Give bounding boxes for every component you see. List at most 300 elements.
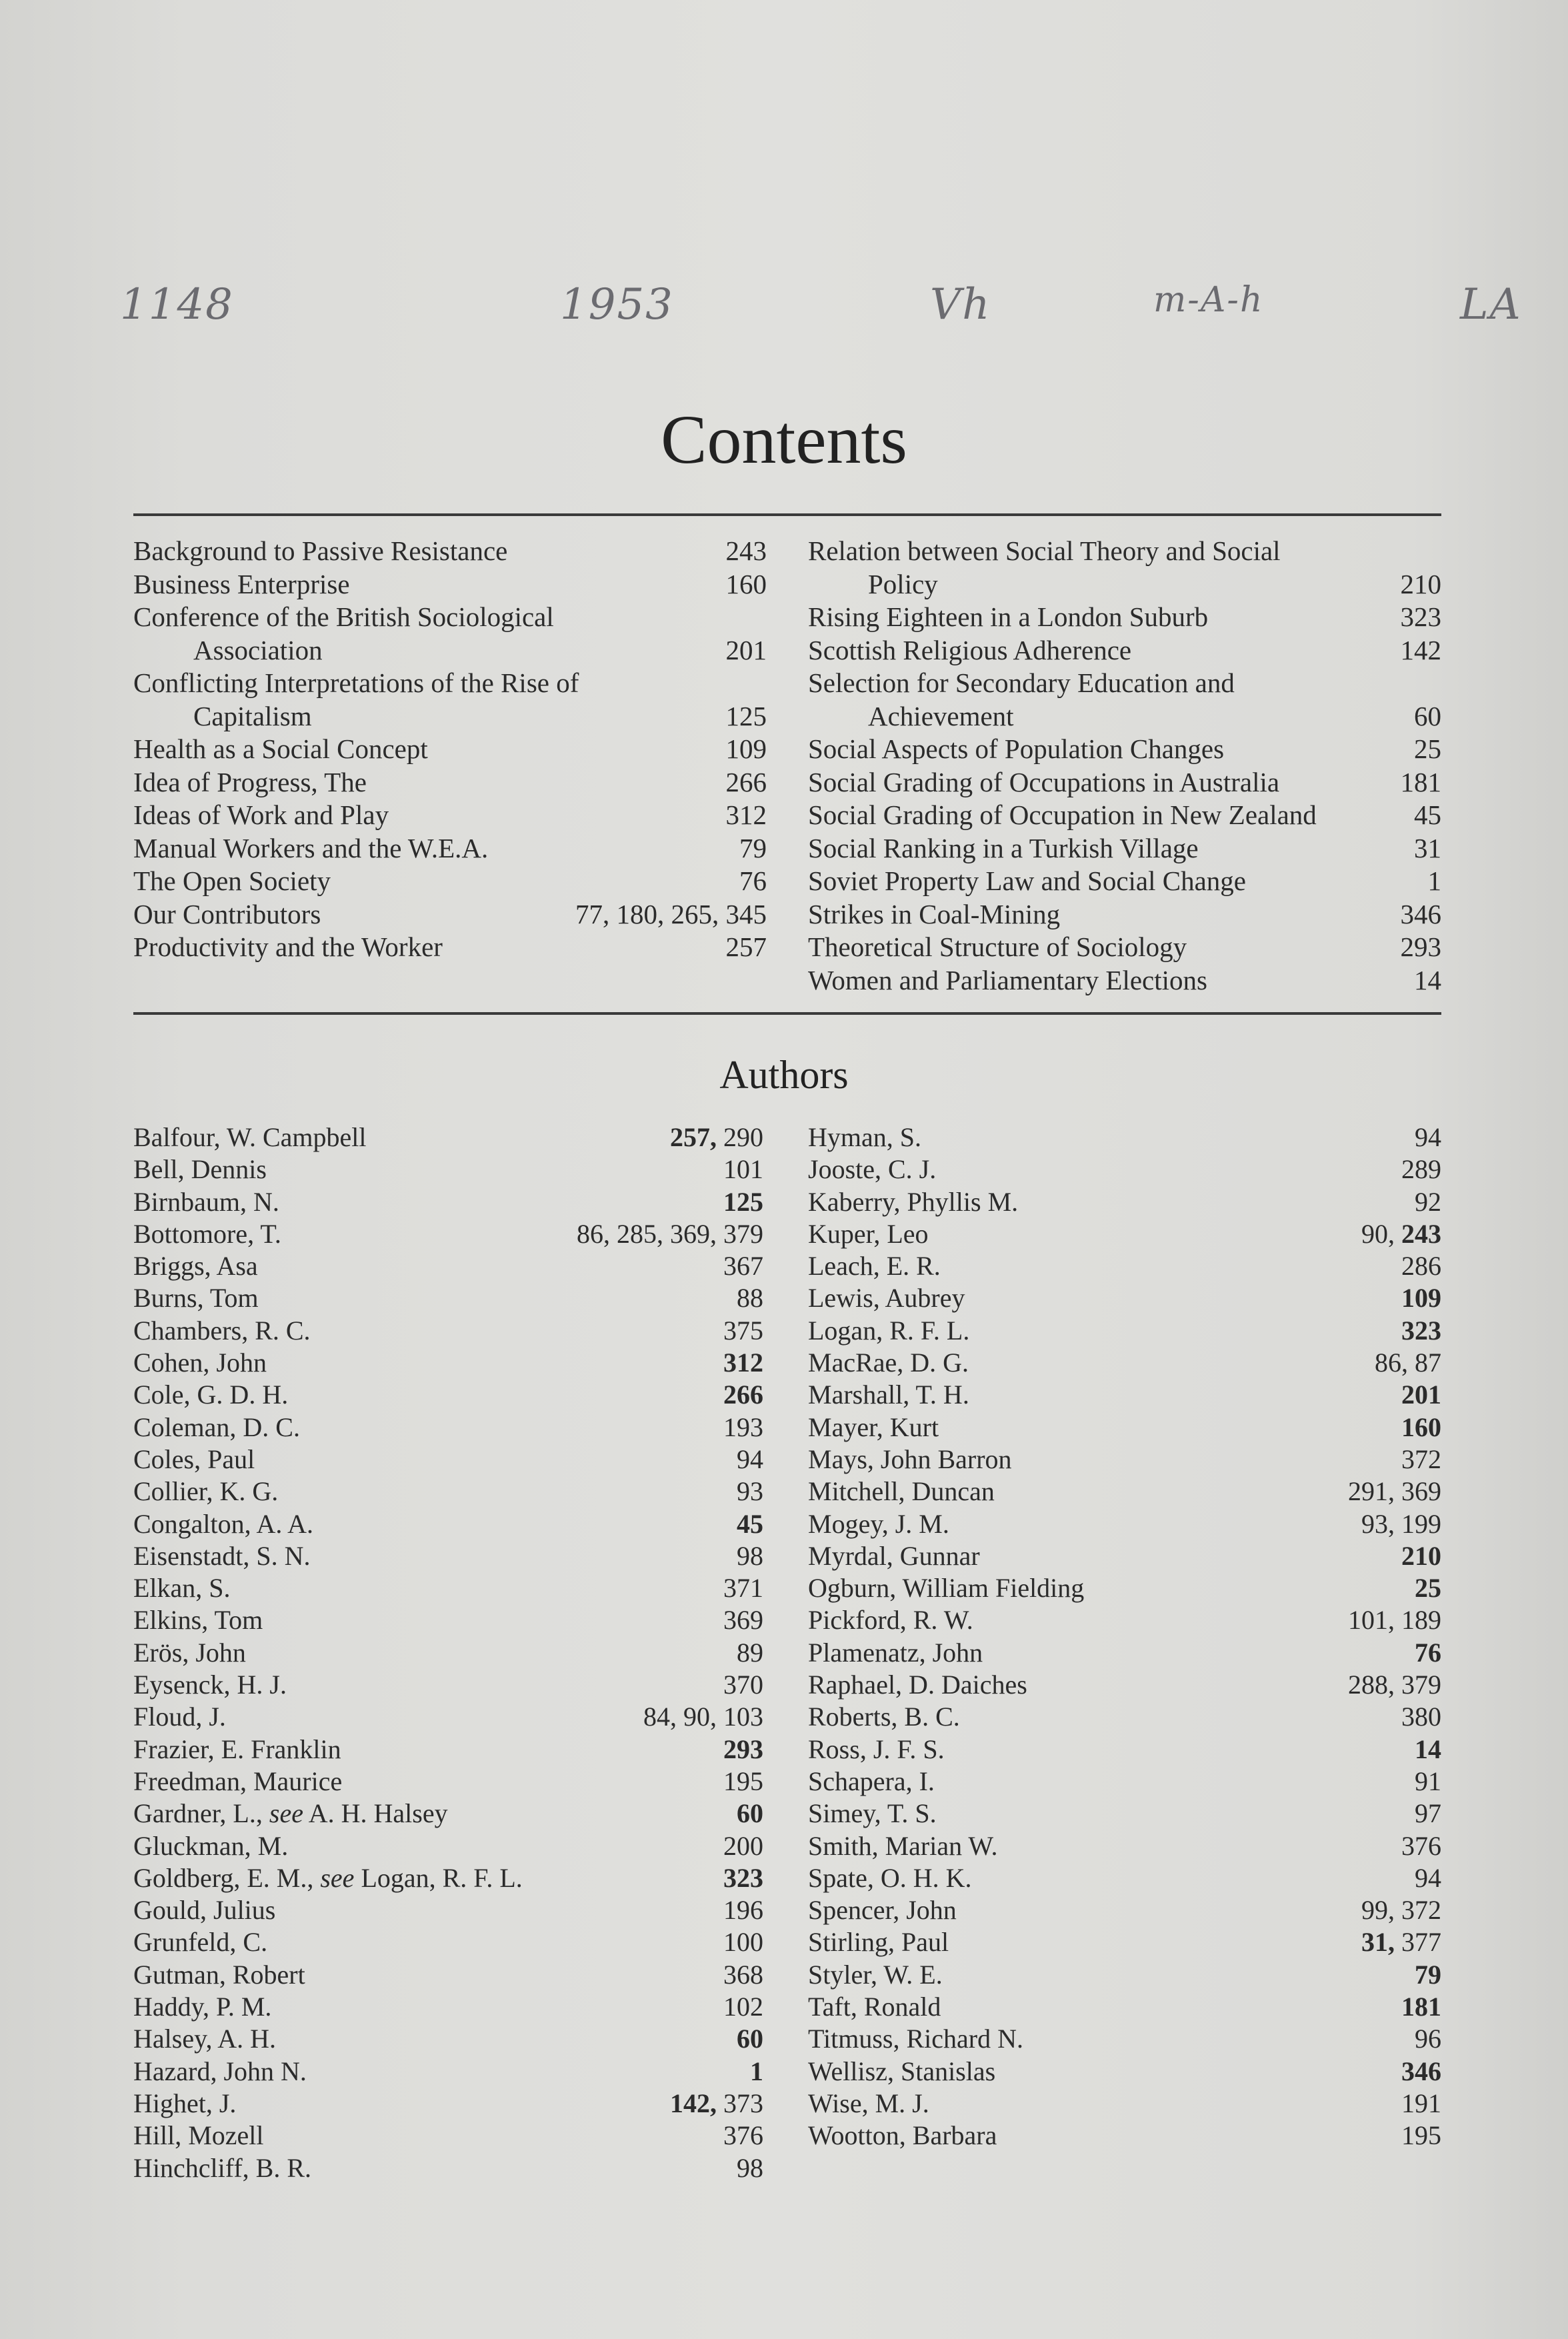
- author-pages: [1401, 1991, 1441, 2023]
- contents-entry: [133, 865, 767, 898]
- contents-entry: [808, 733, 1441, 766]
- author-pages: 375: [723, 1315, 763, 1346]
- author-pages: [1415, 1637, 1441, 1669]
- author-entry: [133, 1508, 763, 1540]
- author-pages: [737, 1798, 763, 1830]
- author-entry: [133, 1186, 763, 1218]
- contents-entry: [808, 766, 1441, 799]
- author-pages: 191: [1401, 2088, 1441, 2118]
- author-pages: 380: [1401, 1702, 1441, 1732]
- author-pages-main: 45: [737, 1508, 763, 1539]
- author-name: Hyman, S.: [808, 1122, 921, 1152]
- author-pages: [723, 1379, 763, 1411]
- contents-entry-title: Productivity and the Worker: [133, 931, 443, 962]
- author-pages-main: 323: [1401, 1315, 1441, 1346]
- contents-entry-title: Ideas of Work and Play: [133, 799, 389, 830]
- author-entry: [808, 1250, 1441, 1282]
- author-entry: [808, 1862, 1441, 1894]
- author-pages: 98: [737, 1540, 763, 1571]
- contents-entry-pages: 257: [725, 931, 767, 962]
- author-pages: 257, 290: [670, 1122, 763, 1152]
- author-pages-main: 31,: [1361, 1927, 1395, 1958]
- author-entry: [133, 1572, 763, 1604]
- author-pages-main: 346: [1401, 2056, 1441, 2086]
- author-entry: [808, 1153, 1441, 1186]
- author-name: Elkan, S.: [133, 1573, 231, 1604]
- author-name: Styler, W. E.: [808, 1959, 943, 1990]
- contents-entry: [133, 568, 767, 601]
- author-entry: [133, 1734, 763, 1766]
- author-pages-main: 60: [737, 1798, 763, 1829]
- author-entry: [808, 1572, 1441, 1604]
- contents-entry-pages: 201: [725, 634, 767, 665]
- author-name: Pickford, R. W.: [808, 1605, 973, 1636]
- author-pages: 98: [737, 2152, 763, 2183]
- author-entry: [133, 1476, 763, 1508]
- author-pages: [1401, 1379, 1441, 1411]
- author-name: Stirling, Paul: [808, 1927, 949, 1958]
- contents-entry-pages: 210: [1400, 568, 1441, 599]
- contents-entry-title: Women and Parliamentary Elections: [808, 964, 1207, 995]
- contents-entry: [808, 535, 1441, 601]
- author-entry: [133, 1766, 763, 1798]
- contents-entry-title-continued: Policy: [868, 568, 938, 599]
- author-pages: 99, 372: [1361, 1895, 1441, 1926]
- author-name: Ross, J. F. S.: [808, 1734, 945, 1764]
- author-name: Coleman, D. C.: [133, 1412, 300, 1442]
- contents-entry-title-continued: Achievement: [868, 700, 1014, 731]
- author-name: Mays, John Barron: [808, 1444, 1012, 1474]
- author-pages: 376: [1401, 1830, 1441, 1861]
- author-name: Chambers, R. C.: [133, 1315, 311, 1346]
- author-name: Elkins, Tom: [133, 1605, 263, 1636]
- author-pages: 376: [723, 2120, 763, 2151]
- author-pages: [723, 1186, 763, 1218]
- author-name: Plamenatz, John: [808, 1637, 983, 1668]
- author-entry: [133, 1798, 763, 1830]
- author-entry: [133, 1637, 763, 1669]
- author-pages-main: 109: [1401, 1283, 1441, 1314]
- author-pages: 96: [1415, 2024, 1441, 2054]
- authors-right-column: [808, 1121, 1441, 2152]
- author-pages: 89: [737, 1637, 763, 1668]
- author-entry: [808, 1379, 1441, 1411]
- author-name: Spate, O. H. K.: [808, 1862, 972, 1893]
- author-name: Floud, J.: [133, 1702, 226, 1732]
- contents-left-column: [133, 535, 767, 964]
- contents-entry-title-continued: Association: [193, 634, 323, 665]
- author-name: Spencer, John: [808, 1895, 957, 1926]
- contents-entry: [133, 667, 767, 733]
- author-entry: [808, 2023, 1441, 2055]
- author-name: Gluckman, M.: [133, 1830, 289, 1861]
- contents-entry-pages: 323: [1400, 601, 1441, 632]
- author-entry: [133, 1218, 763, 1250]
- contents-entry-pages: 243: [725, 535, 767, 566]
- contents-entry: [133, 832, 767, 865]
- author-entry: [133, 1862, 763, 1894]
- author-entry: [133, 1315, 763, 1347]
- contents-entry-title-continued: Capitalism: [193, 700, 312, 731]
- contents-entry-pages: 31: [1414, 832, 1441, 863]
- author-name: Birnbaum, N.: [133, 1186, 279, 1217]
- contents-entry: [808, 634, 1441, 667]
- author-name: Kaberry, Phyllis M.: [808, 1186, 1019, 1217]
- handwritten-note: LA: [1460, 280, 1522, 329]
- author-name: Schapera, I.: [808, 1766, 935, 1796]
- author-pages: 94: [1415, 1862, 1441, 1893]
- author-name: Coles, Paul: [133, 1444, 255, 1474]
- author-pages: 86, 87: [1375, 1348, 1441, 1378]
- contents-entry-pages: 266: [725, 766, 767, 797]
- author-name: Marshall, T. H.: [808, 1380, 969, 1410]
- author-name: Erös, John: [133, 1637, 246, 1668]
- author-entry: [808, 1444, 1441, 1476]
- author-entry: [133, 2023, 763, 2055]
- author-entry: [133, 1540, 763, 1572]
- author-pages: 142, 373: [670, 2088, 763, 2118]
- author-pages-main: 266: [723, 1380, 763, 1410]
- author-entry: [133, 1444, 763, 1476]
- handwritten-annotations: [0, 280, 1568, 360]
- author-pages-main: 257,: [670, 1122, 717, 1152]
- contents-entry: [808, 832, 1441, 865]
- author-entry: [808, 1766, 1441, 1798]
- author-pages-main: 1: [750, 2056, 763, 2086]
- author-pages: 94: [1415, 1122, 1441, 1152]
- author-entry: [808, 1830, 1441, 1862]
- author-pages: 195: [1401, 2120, 1441, 2151]
- author-pages-main: 201: [1401, 1380, 1441, 1410]
- author-entry: [133, 1347, 763, 1379]
- contents-entry: [133, 931, 767, 964]
- author-name: Leach, E. R.: [808, 1251, 941, 1282]
- authors-heading: Authors: [719, 1053, 849, 1097]
- author-name: Hill, Mozell: [133, 2120, 264, 2151]
- contents-entry: [808, 865, 1441, 898]
- contents-entry: [808, 964, 1441, 997]
- contents-entry-pages: 77, 180, 265, 345: [575, 898, 767, 929]
- contents-entry: [808, 601, 1441, 634]
- author-pages: 91: [1415, 1766, 1441, 1796]
- contents-entry-title: Scottish Religious Adherence: [808, 634, 1132, 665]
- author-pages: 86, 285, 369, 379: [577, 1218, 763, 1249]
- author-pages-main: 25: [1415, 1573, 1441, 1604]
- author-pages: [737, 2023, 763, 2055]
- contents-entry-title: Relation between Social Theory and Social Policy: [808, 535, 1387, 601]
- author-pages: 97: [1415, 1798, 1441, 1829]
- author-entry: [133, 1926, 763, 1958]
- contents-entry-pages: 293: [1400, 931, 1441, 962]
- author-pages: 370: [723, 1670, 763, 1700]
- author-pages: 196: [723, 1895, 763, 1926]
- contents-entry: [133, 766, 767, 799]
- contents-entry-pages: 109: [725, 733, 767, 764]
- author-name: Freedman, Maurice: [133, 1766, 343, 1796]
- author-name: Mayer, Kurt: [808, 1412, 939, 1442]
- author-name: Ogburn, William Fielding: [808, 1573, 1085, 1604]
- author-entry: [808, 2088, 1441, 2120]
- author-entry: [808, 1734, 1441, 1766]
- author-pages: 286: [1401, 1251, 1441, 1282]
- author-pages: [1415, 1734, 1441, 1766]
- author-name: Wise, M. J.: [808, 2088, 929, 2118]
- author-name: Eisenstadt, S. N.: [133, 1540, 311, 1571]
- author-entry: [808, 1315, 1441, 1347]
- author-name: Jooste, C. J.: [808, 1154, 937, 1185]
- author-pages: 371: [723, 1573, 763, 1604]
- author-entry: [808, 1798, 1441, 1830]
- author-name: Mogey, J. M.: [808, 1508, 949, 1539]
- contents-entry-title: Social Grading of Occupation in New Zealand: [808, 799, 1317, 830]
- contents-entry-title: Social Grading of Occupations in Australia: [808, 766, 1280, 797]
- author-name: Briggs, Asa: [133, 1251, 258, 1282]
- contents-entry-title: Theoretical Structure of Sociology: [808, 931, 1187, 962]
- author-pages: 195: [723, 1766, 763, 1796]
- author-pages: 84, 90, 103: [643, 1702, 763, 1732]
- author-name: Taft, Ronald: [808, 1992, 941, 2022]
- contents-entry-pages: 312: [725, 799, 767, 830]
- author-entry: [133, 2056, 763, 2088]
- contents-entry-pages: 14: [1414, 964, 1441, 995]
- handwritten-note: m-A-h: [1153, 280, 1264, 320]
- author-pages: [1401, 1540, 1441, 1572]
- author-pages: [1401, 1315, 1441, 1347]
- contents-entry-title: The Open Society: [133, 865, 331, 896]
- contents-entry-pages: 1: [1427, 865, 1441, 896]
- author-pages-main: 60: [737, 2024, 763, 2054]
- author-pages: [723, 1347, 763, 1379]
- author-entry: [133, 1153, 763, 1186]
- contents-entry: [808, 931, 1441, 964]
- author-name: Simey, T. S.: [808, 1798, 937, 1829]
- author-pages: 31, 377: [1361, 1927, 1441, 1958]
- author-entry: [133, 1894, 763, 1926]
- contents-entry: [133, 799, 767, 832]
- author-pages: 200: [723, 1830, 763, 1861]
- author-pages-main: 142,: [670, 2088, 717, 2118]
- author-entry: [133, 1991, 763, 2023]
- author-pages: 92: [1415, 1186, 1441, 1217]
- author-pages: [1401, 1282, 1441, 1314]
- author-entry: [808, 1508, 1441, 1540]
- author-name: MacRae, D. G.: [808, 1348, 969, 1378]
- contents-entry-title: Rising Eighteen in a London Suburb: [808, 601, 1209, 632]
- author-entry: [808, 1476, 1441, 1508]
- handwritten-note: 1148: [120, 280, 234, 329]
- author-pages: [1415, 1959, 1441, 1991]
- author-entry: [133, 1250, 763, 1282]
- author-pages: 93, 199: [1361, 1508, 1441, 1539]
- author-pages: [737, 1508, 763, 1540]
- author-pages: 368: [723, 1959, 763, 1990]
- author-entry: [808, 2056, 1441, 2088]
- author-name: Lewis, Aubrey: [808, 1283, 965, 1314]
- author-pages: [723, 1734, 763, 1766]
- author-entry: [808, 1412, 1441, 1444]
- author-name: Hinchcliff, B. R.: [133, 2152, 312, 2183]
- handwritten-note: Vh: [930, 280, 991, 329]
- author-pages: 101, 189: [1348, 1605, 1441, 1636]
- author-name: Halsey, A. H.: [133, 2024, 277, 2054]
- author-pages: [1401, 2056, 1441, 2088]
- author-name: Bell, Dennis: [133, 1154, 267, 1185]
- author-entry: [808, 2120, 1441, 2152]
- see-reference: see: [269, 1798, 303, 1829]
- author-entry: [808, 1218, 1441, 1250]
- contents-entry-title: Our Contributors: [133, 898, 321, 929]
- author-name: Roberts, B. C.: [808, 1702, 960, 1732]
- author-name: Frazier, E. Franklin: [133, 1734, 341, 1764]
- contents-entry-pages: 125: [725, 700, 767, 731]
- contents-entry: [808, 898, 1441, 931]
- author-name: Gardner, L., see A. H. Halsey: [133, 1798, 448, 1829]
- author-entry: [133, 1959, 763, 1991]
- author-pages: 288, 379: [1348, 1670, 1441, 1700]
- author-name: Goldberg, E. M., see Logan, R. F. L.: [133, 1862, 523, 1893]
- author-pages-main: 243: [1401, 1218, 1441, 1249]
- author-name: Kuper, Leo: [808, 1218, 929, 1249]
- contents-entry-title: Health as a Social Concept: [133, 733, 428, 764]
- author-name: Wellisz, Stanislas: [808, 2056, 996, 2086]
- author-name: Logan, R. F. L.: [808, 1315, 970, 1346]
- page-title: Contents: [661, 401, 907, 478]
- author-name: Highet, J.: [133, 2088, 237, 2118]
- author-pages-main: 293: [723, 1734, 763, 1764]
- author-pages-main: 323: [723, 1862, 763, 1893]
- author-entry: [133, 2088, 763, 2120]
- author-name: Cohen, John: [133, 1348, 267, 1378]
- contents-entry-pages: 25: [1414, 733, 1441, 764]
- contents-entry: [133, 601, 767, 667]
- author-name: Bottomore, T.: [133, 1218, 281, 1249]
- author-entry: [808, 1701, 1441, 1733]
- author-entry: [133, 1701, 763, 1733]
- author-pages: 101: [723, 1154, 763, 1185]
- author-pages-main: 79: [1415, 1959, 1441, 1990]
- see-reference: see: [320, 1862, 355, 1893]
- contents-entry-pages: 346: [1400, 898, 1441, 929]
- author-entry: [133, 1282, 763, 1314]
- divider: [133, 513, 1441, 516]
- author-entry: [808, 1604, 1441, 1636]
- author-pages: 372: [1401, 1444, 1441, 1474]
- author-name: Raphael, D. Daiches: [808, 1670, 1027, 1700]
- author-pages: 367: [723, 1251, 763, 1282]
- author-name: Balfour, W. Campbell: [133, 1122, 367, 1152]
- author-pages: [750, 2056, 763, 2088]
- author-name: Haddy, P. M.: [133, 1992, 272, 2022]
- author-pages: 102: [723, 1992, 763, 2022]
- contents-entry-title: Social Aspects of Population Changes: [808, 733, 1225, 764]
- contents-entry-title: Strikes in Coal-Mining: [808, 898, 1061, 929]
- contents-entry-pages: 142: [1400, 634, 1441, 665]
- author-pages: 94: [737, 1444, 763, 1474]
- author-name: Hazard, John N.: [133, 2056, 307, 2086]
- contents-entry-title: Conflicting Interpretations of the Rise of Capitalism: [133, 667, 713, 733]
- contents-entry-title: Business Enterprise: [133, 568, 350, 599]
- author-pages-main: 160: [1401, 1412, 1441, 1442]
- author-entry: [133, 1121, 763, 1153]
- author-pages-main: 14: [1415, 1734, 1441, 1764]
- contents-entry-title: Background to Passive Resistance: [133, 535, 508, 566]
- author-name: Congalton, A. A.: [133, 1508, 314, 1539]
- author-entry: [133, 1830, 763, 1862]
- author-pages-main: 181: [1401, 1992, 1441, 2022]
- author-name: Gutman, Robert: [133, 1959, 305, 1990]
- author-pages: [1415, 1572, 1441, 1604]
- author-entry: [133, 1604, 763, 1636]
- author-entry: [808, 1991, 1441, 2023]
- author-name: Collier, K. G.: [133, 1476, 279, 1507]
- author-name: Grunfeld, C.: [133, 1927, 268, 1958]
- author-pages-main: 210: [1401, 1540, 1441, 1571]
- author-name: Burns, Tom: [133, 1283, 259, 1314]
- handwritten-note: 1953: [560, 280, 674, 329]
- author-pages: [723, 1862, 763, 1894]
- divider: [133, 1012, 1441, 1015]
- author-entry: [808, 1669, 1441, 1701]
- author-name: Myrdal, Gunnar: [808, 1540, 980, 1571]
- contents-entry: [808, 799, 1441, 832]
- author-pages: 93: [737, 1476, 763, 1507]
- author-entry: [133, 1412, 763, 1444]
- contents-entry: [808, 667, 1441, 733]
- author-entry: [808, 1894, 1441, 1926]
- author-name: Smith, Marian W.: [808, 1830, 998, 1861]
- author-entry: [808, 1637, 1441, 1669]
- contents-entry-pages: 60: [1414, 700, 1441, 731]
- contents-entry: [133, 898, 767, 931]
- author-pages: 100: [723, 1927, 763, 1958]
- authors-left-column: [133, 1121, 763, 2184]
- author-name: Eysenck, H. J.: [133, 1670, 287, 1700]
- author-pages: 90, 243: [1361, 1218, 1441, 1249]
- contents-entry-title: Social Ranking in a Turkish Village: [808, 832, 1199, 863]
- author-name: Gould, Julius: [133, 1895, 276, 1926]
- author-pages-main: 312: [723, 1348, 763, 1378]
- contents-entry-pages: 45: [1414, 799, 1441, 830]
- contents-entry-pages: 181: [1400, 766, 1441, 797]
- author-entry: [808, 1282, 1441, 1314]
- author-entry: [808, 1121, 1441, 1153]
- author-name: Mitchell, Duncan: [808, 1476, 995, 1507]
- author-pages-main: 125: [723, 1186, 763, 1217]
- contents-entry-pages: 76: [739, 865, 767, 896]
- author-pages: [1401, 1412, 1441, 1444]
- author-pages-main: 76: [1415, 1637, 1441, 1668]
- contents-entry-title: Manual Workers and the W.E.A.: [133, 832, 489, 863]
- contents-entry-pages: 160: [725, 568, 767, 599]
- author-entry: [133, 2120, 763, 2152]
- author-pages: 88: [737, 1283, 763, 1314]
- author-entry: [133, 1379, 763, 1411]
- author-name: Wootton, Barbara: [808, 2120, 997, 2151]
- contents-entry-title: Conference of the British Sociological Association: [133, 601, 713, 667]
- contents-entry-pages: 79: [739, 832, 767, 863]
- author-entry: [808, 1959, 1441, 1991]
- author-entry: [133, 2152, 763, 2184]
- contents-entry-title: Soviet Property Law and Social Change: [808, 865, 1247, 896]
- author-entry: [808, 1540, 1441, 1572]
- author-entry: [808, 1186, 1441, 1218]
- author-pages: 289: [1401, 1154, 1441, 1185]
- author-entry: [808, 1347, 1441, 1379]
- contents-entry: [133, 535, 767, 568]
- contents-entry: [133, 733, 767, 766]
- author-entry: [133, 1669, 763, 1701]
- author-pages: 369: [723, 1605, 763, 1636]
